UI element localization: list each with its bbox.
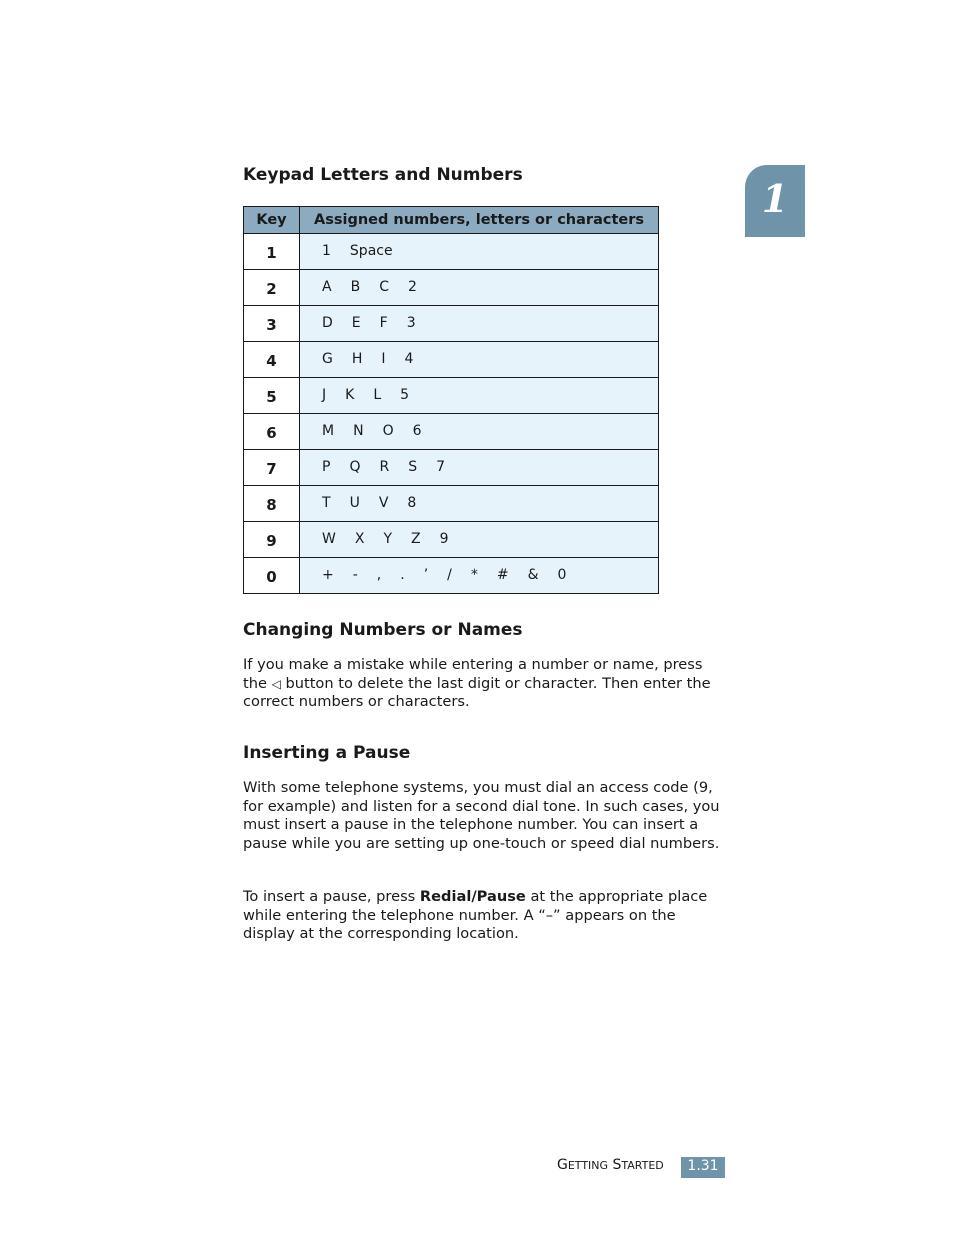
char-token: V (378, 495, 389, 511)
assigned-cell (300, 486, 659, 522)
char-token: X (354, 531, 365, 547)
changing-text-2: button to delete the last digit or character. Then enter the correct numbers or characters. (243, 674, 711, 711)
char-token: A (322, 279, 332, 295)
char-token: 5 (400, 387, 410, 403)
assigned-cell (300, 342, 659, 378)
redial-pause-term: Redial/Pause (419, 888, 526, 905)
char-token: 4 (404, 351, 414, 367)
key-cell: 3 (244, 306, 300, 342)
pause-paragraph-1: With some telephone systems, you must dial an access code (9, for example) and listen for a second dial tone. In such cases, you must insert a pause in the telephone number. You can insert a pause while you are setting up one-touch or speed dial numbers. (243, 779, 720, 853)
char-token: N (353, 423, 364, 439)
char-token: H (351, 351, 363, 367)
table-row (244, 414, 659, 450)
char-token: U (349, 495, 360, 511)
char-token: S (408, 459, 418, 475)
char-token: C (379, 279, 389, 295)
chapter-tab (745, 165, 805, 237)
char-token: 8 (407, 495, 417, 511)
col-header-assigned: Assigned numbers, letters or characters (300, 207, 659, 234)
char-token: Z (411, 531, 421, 547)
table-row (244, 378, 659, 414)
key-cell: 9 (244, 522, 300, 558)
char-token: F (379, 315, 388, 331)
assigned-cell (300, 522, 659, 558)
pause-text-1: To insert a pause, press (243, 888, 420, 905)
key-cell: 7 (244, 450, 300, 486)
char-token: K (345, 387, 355, 403)
assigned-cell (300, 378, 659, 414)
char-token: 0 (557, 567, 567, 583)
char-token: E (351, 315, 361, 331)
assigned-cell (300, 558, 659, 594)
char-token: Q (349, 459, 361, 475)
changing-paragraph (243, 656, 723, 712)
assigned-cell (300, 414, 659, 450)
char-token: 1 (322, 243, 331, 259)
footer-letter: G (557, 1157, 568, 1173)
table-row (244, 522, 659, 558)
char-token: Y (383, 531, 392, 547)
key-cell: 6 (244, 414, 300, 450)
char-token: J (322, 387, 327, 403)
char-token: R (379, 459, 390, 475)
char-token: / (447, 567, 452, 583)
pause-text-2: at the appropriate place while entering the telephone number. A “–” appears on the display at the corresponding location. (243, 888, 708, 943)
key-cell: 2 (244, 270, 300, 306)
char-token: * (470, 567, 478, 583)
col-header-key: Key (244, 207, 300, 234)
assigned-cell (300, 270, 659, 306)
changing-heading: Changing Numbers or Names (243, 620, 523, 640)
char-token: & (527, 567, 539, 583)
assigned-cell (300, 234, 659, 270)
footer-section-title (557, 1157, 664, 1173)
key-cell: 8 (244, 486, 300, 522)
key-cell: 0 (244, 558, 300, 594)
char-token: P (322, 459, 331, 475)
page-number: 1.31 (681, 1157, 725, 1178)
footer-letter: S (612, 1157, 622, 1173)
assigned-cell (300, 306, 659, 342)
table-row (244, 306, 659, 342)
char-token: W (322, 531, 336, 547)
char-token: - (352, 567, 358, 583)
char-token: 2 (407, 279, 417, 295)
char-token: L (373, 387, 382, 403)
footer-letters: TARTED (621, 1159, 664, 1172)
char-token: # (496, 567, 509, 583)
key-cell: 1 (244, 234, 300, 270)
footer-letters: ETTING (567, 1159, 609, 1172)
table-row (244, 342, 659, 378)
char-token: I (381, 351, 386, 367)
char-token: ’ (423, 567, 429, 583)
changing-text-1: If you make a mistake while entering a number or name, press the (243, 656, 703, 692)
char-token: 6 (412, 423, 422, 439)
char-token: O (382, 423, 394, 439)
pause-paragraph-2 (243, 888, 723, 944)
char-token: M (322, 423, 335, 439)
table-row (244, 234, 659, 270)
char-token: T (322, 495, 331, 511)
assigned-cell (300, 450, 659, 486)
table-row (244, 450, 659, 486)
char-token: Space (349, 243, 393, 259)
left-triangle-icon: ◁ (271, 676, 281, 691)
char-token: D (322, 315, 333, 331)
key-cell: 4 (244, 342, 300, 378)
char-token: G (322, 351, 333, 367)
table-row (244, 558, 659, 594)
char-token: 9 (439, 531, 449, 547)
key-cell: 5 (244, 378, 300, 414)
char-token: . (400, 567, 405, 583)
keypad-table (243, 206, 659, 594)
char-token: + (322, 567, 334, 583)
char-token: 3 (406, 315, 416, 331)
table-row (244, 486, 659, 522)
chapter-number: 1 (761, 175, 789, 221)
pause-heading: Inserting a Pause (243, 743, 411, 763)
table-row (244, 270, 659, 306)
keypad-heading: Keypad Letters and Numbers (243, 165, 523, 185)
char-token: , (376, 567, 382, 583)
char-token: 7 (436, 459, 446, 475)
char-token: B (350, 279, 361, 295)
